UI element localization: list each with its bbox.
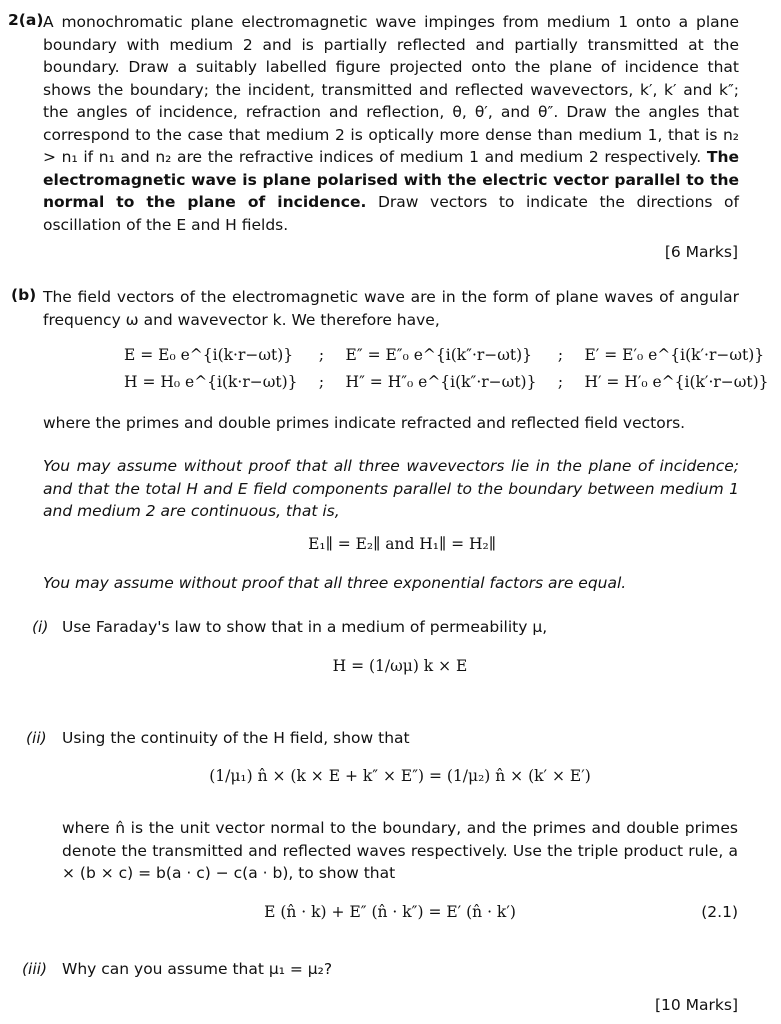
equation-grid <box>124 341 769 395</box>
question-a-label: 2(a) <box>8 11 44 29</box>
part-ii-text-2: where n̂ is the unit vector normal to the boundary, and the primes and double primes denote the transmitted and reflected waves respectively. Use the triple product rule, a × (b × c) = b(a · c) − c(a · b), to show that <box>62 819 738 882</box>
eq-sep: ; <box>557 372 564 391</box>
marks-b: [10 Marks] <box>654 996 738 1014</box>
eq-e-prime: E′ = E′₀ e^{i(k′·r−ωt)} <box>584 345 765 364</box>
question-a-text-1: A monochromatic plane electromagnetic wave impinges from medium 1 onto a plane boundary with medium 2 and is partially reflected and partially transmitted at the boundary. Draw a suitably labelled figure projected onto the plane of incidence that shows the boundary; the incident, transmitted and reflected wavevectors, k′, k′ and k″; the angles of incidence, refraction and reflection, θ, θ′, and θ″. Draw the angles that correspond to the case that medium 2 is optically more dense than medium 1, that is n₂ > n₁ if n₁ and n₂ are the refractive indices of medium 1 and medium 2 respectively. <box>43 13 739 166</box>
question-a-text-2: Draw vectors to indicate the directions of oscillation of the E and H fields. <box>43 193 739 234</box>
eq-e: E = E₀ e^{i(k·r−ωt)} <box>124 345 294 364</box>
continuity-equation: E₁∥ = E₂∥ and H₁∥ = H₂∥ <box>308 535 496 553</box>
part-ii-text: Using the continuity of the H field, show that <box>62 729 410 747</box>
eq-sep: ; <box>318 372 325 391</box>
part-i-label: (i) <box>32 618 49 636</box>
marks-a: [6 Marks] <box>664 243 738 261</box>
part-iii-text: Why can you assume that μ₁ = μ₂? <box>62 960 333 978</box>
eq-e-double-prime: E″ = E″₀ e^{i(k″·r−ωt)} <box>345 345 533 364</box>
equation-2-1: E (n̂ · k) + E″ (n̂ · k″) = E′ (n̂ · k′) <box>264 903 516 921</box>
after-equations-text: where the primes and double primes indicate refracted and reflected field vectors. <box>43 414 686 432</box>
part-ii-label: (ii) <box>26 729 47 747</box>
eq-h: H = H₀ e^{i(k·r−ωt)} <box>124 372 298 391</box>
question-b-label: (b) <box>11 286 37 304</box>
assumption-1: You may assume without proof that all three wavevectors lie in the plane of incidence; and that the total H and E field components parallel to the boundary between medium 1 and medium 2 are continuous, that is, <box>43 457 739 520</box>
equation-number: (2.1) <box>701 903 738 921</box>
equation-i: H = (1/ωμ) k × E <box>332 657 468 675</box>
eq-sep: ; <box>318 345 325 364</box>
assumption-2: You may assume without proof that all three exponential factors are equal. <box>43 574 627 592</box>
equation-row-h <box>124 368 769 395</box>
part-i-text: Use Faraday's law to show that in a medium of permeability μ, <box>62 618 548 636</box>
plane-wave-equations <box>124 341 769 395</box>
eq-h-double-prime: H″ = H″₀ e^{i(k″·r−ωt)} <box>345 372 537 391</box>
equation-row-e <box>124 341 769 368</box>
question-a-text-bold: The electromagnetic wave is plane polarised with the electric vector parallel to the normal to the plane of incidence. <box>43 148 739 211</box>
question-a-text <box>43 11 739 236</box>
question-b-intro: The field vectors of the electromagnetic wave are in the form of plane waves of angular frequency ω and wavevector k. We therefore have, <box>43 288 739 329</box>
equation-ii: (1/μ₁) n̂ × (k × E + k″ × E″) = (1/μ₂) n̂ × (k′ × E′) <box>209 767 591 785</box>
eq-sep: ; <box>557 345 564 364</box>
eq-h-prime: H′ = H′₀ e^{i(k′·r−ωt)} <box>584 372 769 391</box>
part-iii-label: (iii) <box>22 960 48 978</box>
